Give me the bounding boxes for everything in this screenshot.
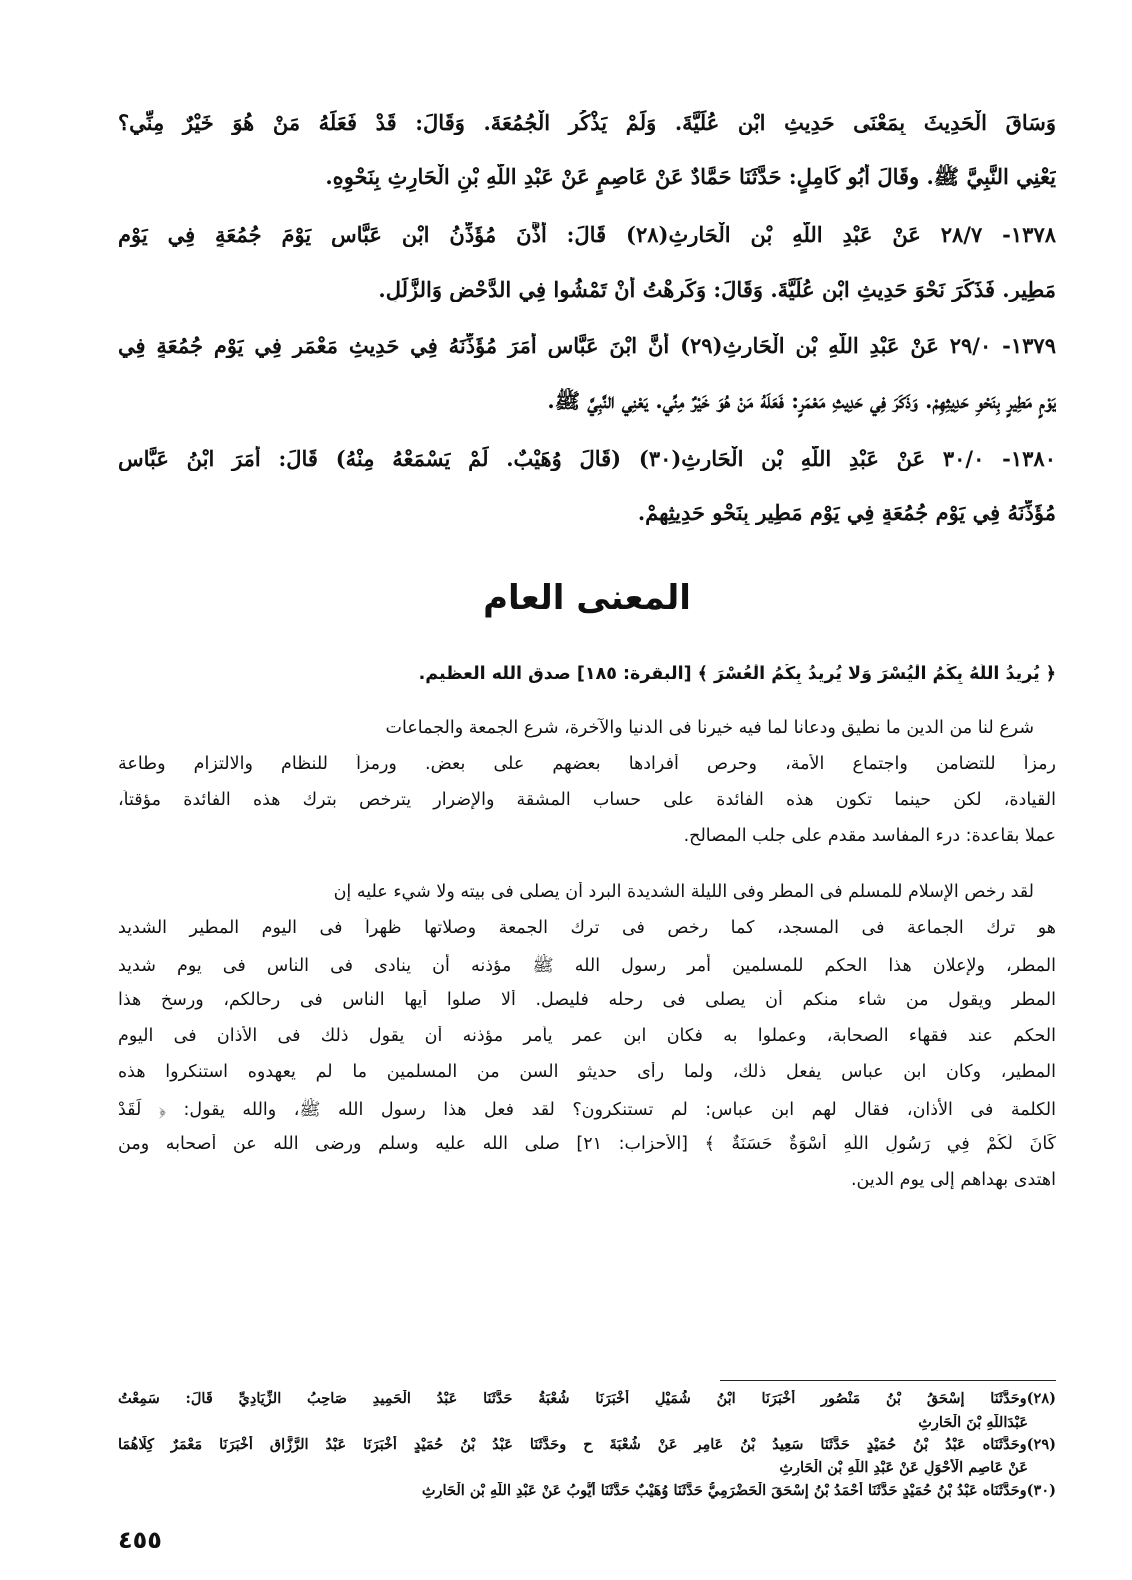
hadith-line: مُؤَذِّنَهُ فِي يَوْمِ جُمُعَةٍ فِي يَوْمٍ مَطِيرٍ بِنَحْوِ حَدِيثِهِمْ. [637, 500, 1056, 525]
paragraph-line: اهتدى بهداهم إلى يوم الدين. [850, 1170, 1056, 1190]
paragraph-line: شرع لنا من الدين ما نطيق ودعانا لما فيه خيرنا فى الدنيا والآخرة، شرع الجمعة والجماعات [385, 718, 1034, 738]
footnote-28-cont: عَبْدَاللَّهِ بْنَ الْحَارِثِ [918, 1414, 1028, 1431]
paragraph-line: القيادة، لكن حينما تكون هذه الفائدة على حساب المشقة والإضرار يترخص بترك هذه الفائدة مؤقتاً، [118, 790, 1056, 810]
footnote-separator [720, 1380, 1056, 1381]
paragraph-line: كَانَ لَكُمْ فِي رَسُولِ اللَّهِ أُسْوَةٌ حَسَنَةٌ ﴾ [الأحزاب: ٢١] صلى الله عليه وسلم ورضى الله عن أصحابه ومن [118, 1134, 1056, 1154]
hadith-line: وَسَاقَ الْحَدِيثَ بِمَعْنَى حَدِيثِ ابْنِ عُلَيَّةَ. وَلَمْ يَذْكُرِ الْجُمُعَةَ. وَقَالَ: قَدْ فَعَلَهُ مَنْ هُوَ خَيْرٌ مِنِّي؟ [118, 110, 1056, 135]
footnote-29-cont: عَنْ عَاصِمٍ الْأَحْوَلِ عَنْ عَبْدِ اللَّهِ بْنِ الْحَارِثِ [779, 1459, 1028, 1476]
paragraph-line: المطير، وكان ابن عباس يفعل ذلك، ولما رأى حديثو السن من المسلمين ما لم يعهدوه استنكروا هذه [118, 1062, 1056, 1082]
paragraph-line: المطر، ولإعلان هذا الحكم للمسلمين أمر رسول الله ﷺ مؤذنه أن ينادى فى الناس فى يوم شديد [118, 956, 1056, 976]
hadith-line: مَطِيرٍ. فَذَكَرَ نَحْوَ حَدِيثِ ابْنِ عُلَيَّةَ. وَقَالَ: وَكَرِهْتُ أَنْ تَمْشُوا فِي الدَّحْضِ وَالزَّلَلِ. [378, 277, 1056, 302]
paragraph-line: هو ترك الجماعة فى المسجد، كما رخص فى ترك الجمعة وصلاتها ظهراً فى اليوم المطير الشديد [118, 918, 1056, 938]
footnote-28: (٢٨)وحَدَّثَنَا إِسْحَقُ بْنُ مَنْصُورٍ أَخْبَرَنَا ابْنُ شُمَيْلٍ أَخْبَرَنَا شُعْبَةُ حَدَّثَنَا عَبْدُ الْحَمِيدِ صَاحِبُ الزِّيَادِيِّ قَالَ: سَمِعْتُ [118, 1390, 1056, 1407]
paragraph-line: رمزاً للتضامن واجتماع الأمة، وحرص أفرادها بعضهم على بعض. ورمزاً للنظام والالتزام وطاعة [118, 754, 1056, 774]
hadith-1379: ١٣٧٩- ٢٩/٠ عَنْ عَبْدِ اللَّهِ بْنِ الْحَارِثِ(٢٩) أَنَّ ابْنَ عَبَّاسٍ أَمَرَ مُؤَذِّنَهُ فِي حَدِيثِ مَعْمَرٍ فِي يَوْمِ جُمُعَةٍ فِي [118, 333, 1056, 358]
paragraph-line: الحكم عند فقهاء الصحابة، وعملوا به فكان ابن عمر يأمر مؤذنه أن يقول ذلك فى الأذان فى اليوم [118, 1026, 1056, 1046]
paragraph-line: الكلمة فى الأذان، فقال لهم ابن عباس: لم تستنكرون؟ لقد فعل هذا رسول الله ﷺ، والله يقول: ﴿ لَقَدْ [118, 1100, 1056, 1120]
hadith-1380: ١٣٨٠- ٣٠/٠ عَنْ عَبْدِ اللَّهِ بْنِ الْحَارِثِ(٣٠) (قَالَ وُهَيْبٌ. لَمْ يَسْمَعْهُ مِنْهُ) قَالَ: أَمَرَ ابْنُ عَبَّاسٍ [118, 446, 1056, 471]
footnote-30: (٣٠)وحَدَّثَنَاه عَبْدُ بْنُ حُمَيْدٍ حَدَّثَنَا أَحْمَدُ بْنُ إِسْحَقَ الْحَضْرَمِيُّ حَدَّثَنَا وُهَيْبٌ حَدَّثَنَا أَيُّوبُ عَنْ عَبْدِ اللَّهِ بْنِ الْحَارِثِ [421, 1482, 1056, 1499]
section-title: المعنى العام [483, 578, 691, 618]
quran-quote: ﴿ يُرِيدُ اللَّهُ بِكُمُ الْيُسْرَ وَلا يُرِيدُ بِكُمُ الْعُسْرَ ﴾ [البقرة: ١٨٥] صدق الله العظيم. [418, 664, 1056, 684]
hadith-line: يَوْمٍ مَطِيرٍ بِنَحْوِ حَدِيثِهِمْ. وَذَكَرَ فِي حَدِيثِ مَعْمَرٍ: فَعَلَهُ مَنْ هُوَ خَيْرٌ مِنِّي. يَعْنِي النَّبِيَّ ﷺ. [547, 388, 1056, 413]
paragraph-line: لقد رخص الإسلام للمسلم فى المطر وفى الليلة الشديدة البرد أن يصلى فى بيته ولا شيء عليه إن [333, 882, 1034, 902]
paragraph-line: المطر ويقول من شاء منكم أن يصلى فى رحله فليصل. ألا صلوا أيها الناس فى رحالكم، ورسخ هذا [118, 990, 1056, 1010]
footnote-29: (٢٩)وحَدَّثَنَاه عَبْدُ بْنُ حُمَيْدٍ حَدَّثَنَا سَعِيدُ بْنُ عَامِرٍ عَنْ شُعْبَةَ ح وحَدَّثَنَا عَبْدُ بْنُ حُمَيْدٍ أَخْبَرَنَا عَبْدُ الرَّزَّاقِ أَخْبَرَنَا مَعْمَرٌ كِلَاهُمَا [118, 1436, 1056, 1453]
hadith-1378: ١٣٧٨- ٢٨/٧ عَنْ عَبْدِ اللَّهِ بْنِ الْحَارِثِ(٢٨) قَالَ: أَذَّنَ مُؤَذِّنُ ابْنِ عَبَّاسٍ يَوْمَ جُمُعَةٍ فِي يَوْمٍ [118, 222, 1056, 247]
paragraph-line: عملا بقاعدة: درء المفاسد مقدم على جلب المصالح. [683, 826, 1056, 846]
hadith-line: يَعْنِي النَّبِيَّ ﷺ. وقَالَ أَبُو كَامِلٍ: حَدَّثَنَا حَمَّادٌ عَنْ عَاصِمٍ عَنْ عَبْدِ اللَّهِ بْنِ الْحَارِثِ بِنَحْوِهِ. [325, 164, 1056, 189]
page-number: ٤٥٥ [118, 1526, 162, 1554]
